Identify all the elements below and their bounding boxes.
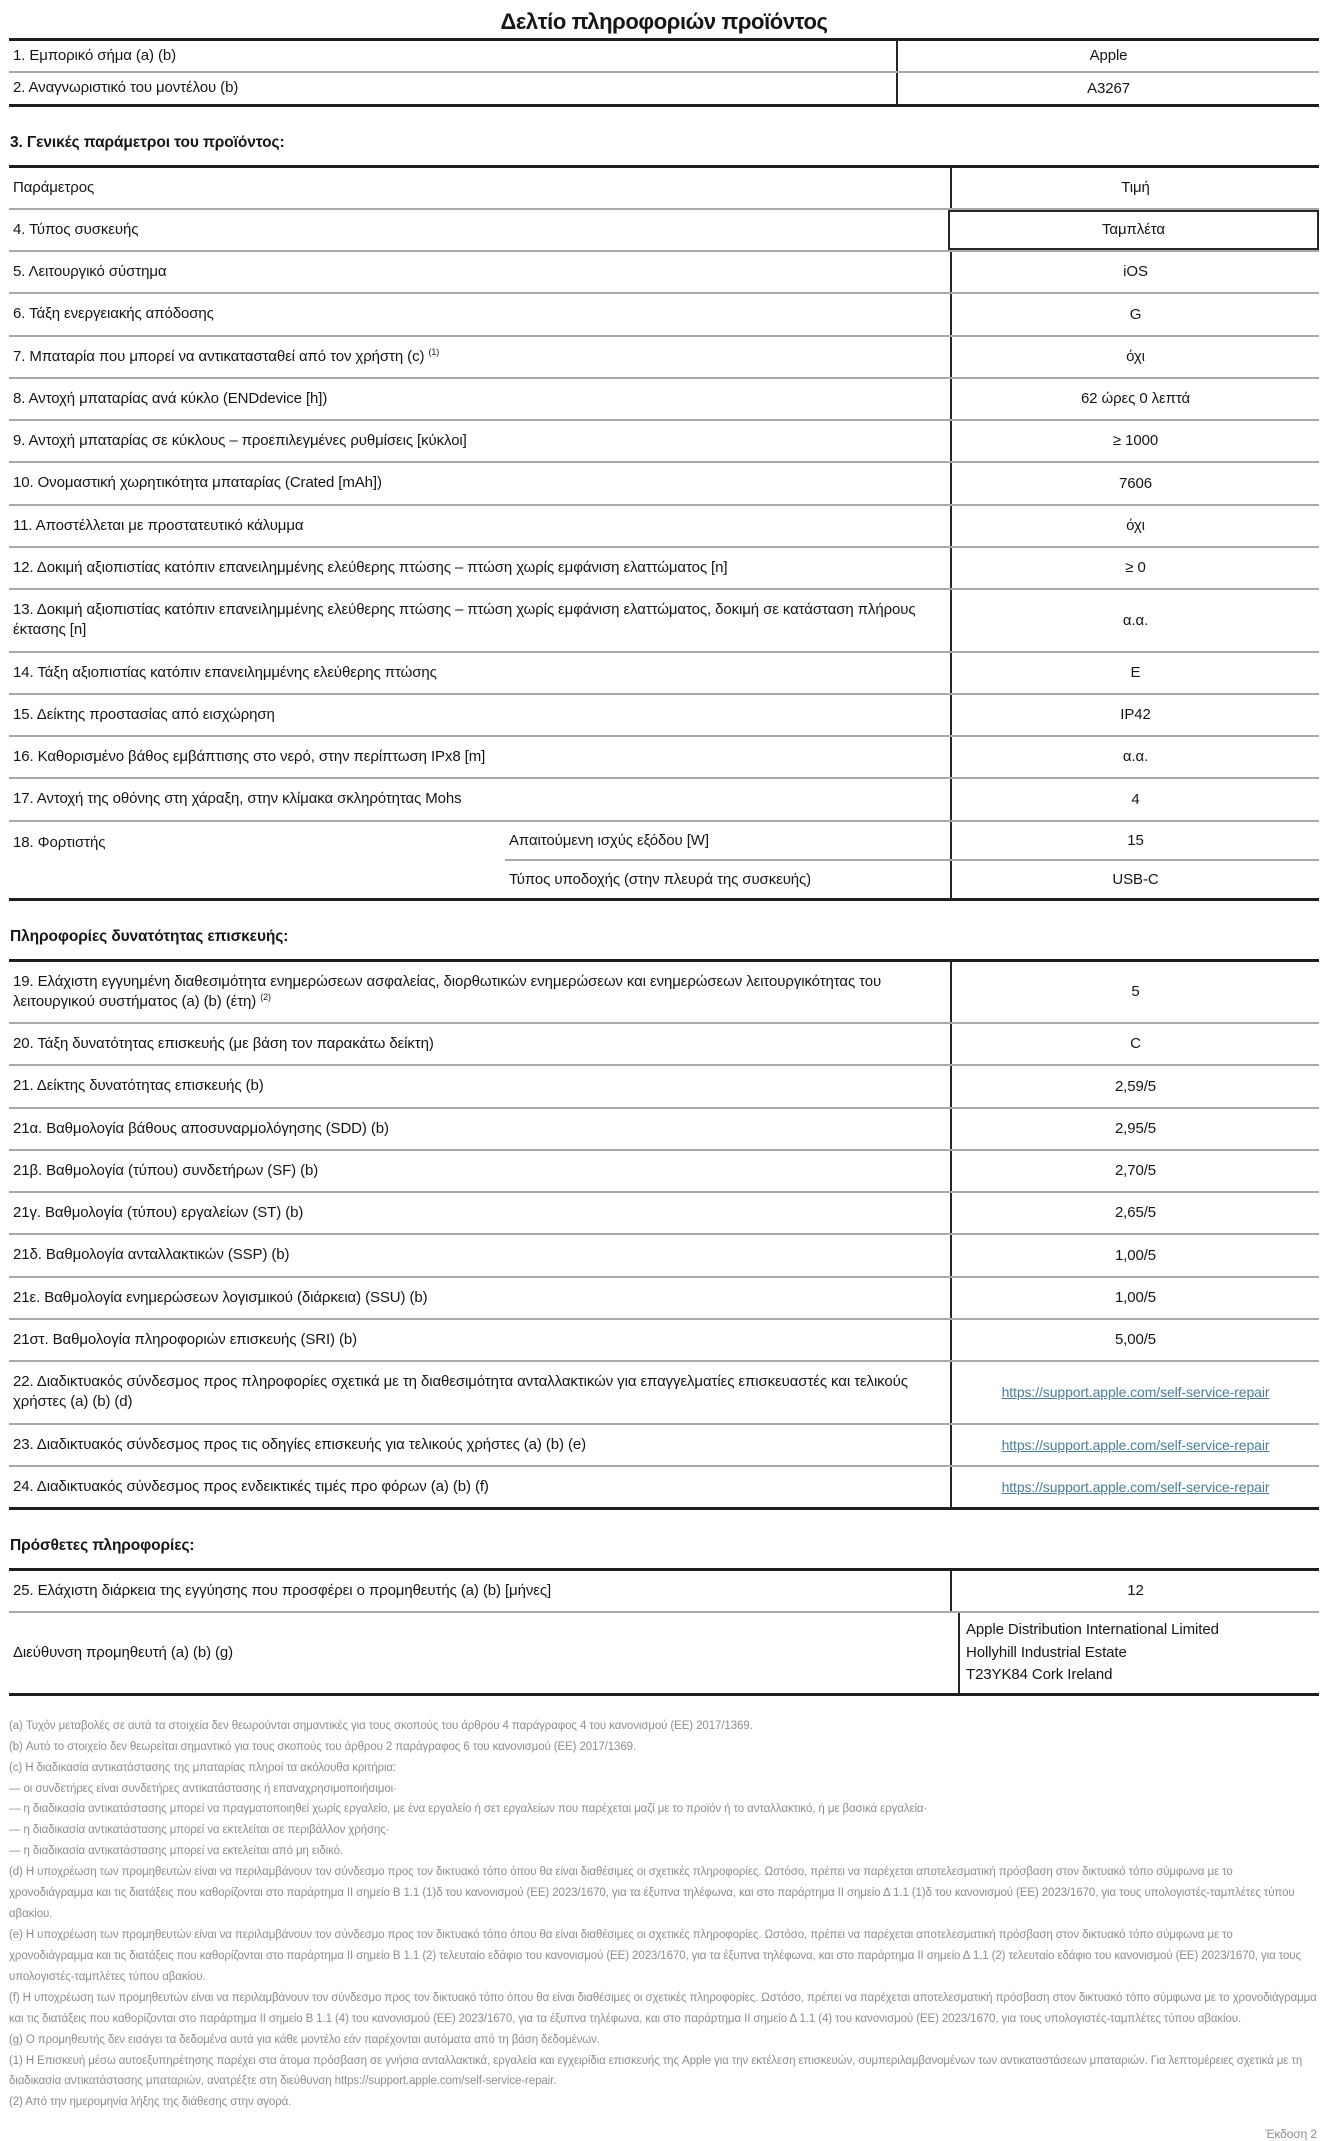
table-row bbox=[9, 1423, 1319, 1465]
row-label: 21α. Βαθμολογία βάθους αποσυναρμολόγησης (SDD) (b) bbox=[13, 1119, 389, 1137]
row-label-charger: 18. Φορτιστής bbox=[13, 833, 106, 851]
row-value: iOS bbox=[950, 252, 1319, 292]
table-row bbox=[9, 1276, 1319, 1318]
row-label: 13. Δοκιμή αξιοπιστίας κατόπιν επανειλημμένης ελεύθερης πτώσης – πτώση χωρίς εμφάνιση ελαττώματος, δοκιμή σε κατάσταση πλήρους έκτασης [n] bbox=[13, 601, 916, 639]
footnote-criterion: — οι συνδετήρες είναι συνδετήρες αντικατάστασης ή επαναχρησιμοποιήσιμοι· bbox=[9, 1782, 397, 1795]
supplier-address-row bbox=[9, 1611, 1319, 1693]
table-row bbox=[9, 735, 1319, 777]
row-value: 12 bbox=[950, 1571, 1319, 1611]
table-row bbox=[9, 1149, 1319, 1191]
column-header-value: Τιμή bbox=[950, 168, 1319, 208]
row-value: ≥ 1000 bbox=[950, 421, 1319, 461]
subrow-value: 15 bbox=[950, 822, 1319, 859]
table-row bbox=[9, 1107, 1319, 1149]
footnote: (a) Τυχόν μεταβολές σε αυτά τα στοιχεία δεν θεωρούνται σημαντικές για τους σκοπούς του άρθρου 4 παράγραφος 4 του κανονισμού (ΕΕ) 2017/1369. bbox=[9, 1719, 753, 1732]
row-label: 6. Τάξη ενεργειακής απόδοσης bbox=[13, 305, 214, 323]
row-value-link bbox=[950, 1362, 1319, 1423]
table-row bbox=[9, 777, 1319, 819]
row-label: 21. Δείκτης δυνατότητας επισκευής (b) bbox=[13, 1077, 264, 1095]
footnotes-block bbox=[9, 1716, 1319, 2114]
row-label: 7. Μπαταρία που μπορεί να αντικατασταθεί από τον χρήστη (c) $^{(1)}$ bbox=[13, 346, 440, 365]
row-label: 15. Δείκτης προστασίας από εισχώρηση bbox=[13, 705, 275, 723]
row-value: 5 bbox=[950, 962, 1319, 1023]
section-heading-general: 3. Γενικές παράμετροι του προϊόντος: bbox=[10, 133, 285, 151]
supplier-address-line: T23YK84 Cork Ireland bbox=[966, 1666, 1113, 1684]
row-label: 1. Εμπορικό σήμα (a) (b) bbox=[13, 47, 177, 64]
table-row bbox=[9, 504, 1319, 546]
row-value: 2,59/5 bbox=[950, 1066, 1319, 1106]
footnote: (2) Από την ημερομηνία λήξης της διάθεσης στην αγορά. bbox=[9, 2096, 292, 2109]
section-heading-repairability: Πληροφορίες δυνατότητας επισκευής: bbox=[10, 927, 289, 945]
table-row bbox=[9, 461, 1319, 503]
table-row bbox=[9, 419, 1319, 461]
row-label: 5. Λειτουργικό σύστημα bbox=[13, 263, 167, 280]
brand-model-table bbox=[9, 38, 1319, 107]
row-label: Διεύθυνση προμηθευτή (a) (b) (g) bbox=[13, 1643, 234, 1661]
row-value: όχι bbox=[950, 506, 1319, 546]
subrow-label: Απαιτούμενη ισχύς εξόδου [W] bbox=[509, 831, 709, 849]
indicative-prices-link[interactable]: https://support.apple.com/self-service-repair bbox=[1001, 1478, 1270, 1495]
row-label: 21β. Βαθμολογία (τύπου) συνδετήρων (SF) (b) bbox=[13, 1161, 319, 1179]
footnote-ref-1: (1) bbox=[428, 346, 440, 357]
row-label: 21ε. Βαθμολογία ενημερώσεων λογισμικού (διάρκεια) (SSU) (b) bbox=[13, 1288, 428, 1306]
footnote-criterion: — η διαδικασία αντικατάστασης μπορεί να εκτελείται σε περιβάλλον χρήσης· bbox=[9, 1824, 390, 1837]
table-row bbox=[9, 1318, 1319, 1360]
row-value: C bbox=[950, 1024, 1319, 1064]
table-row bbox=[9, 335, 1319, 377]
row-label: 14. Τάξη αξιοπιστίας κατόπιν επανειλημμένης ελεύθερης πτώσης bbox=[13, 663, 437, 681]
footnote: (1) Η Επισκευή μέσω αυτοεξυπηρέτησης παρέχει στα άτομα πρόσβαση σε γνήσια ανταλλακτικά, εργαλεία και εγχειρίδια επισκευής της Apple για την εκτέλεση επισκευών, συμπεριλαμβανομένων των αντικαταστάσεων μπαταριών. Για λεπτομέρειες σχετικά με τη διαδικασία αντικατάστασης μπαταριών, ανατρέξτε στη διεύθυνση https://support.apple.com/self-service-repair. bbox=[9, 2054, 1303, 2088]
row-value: E bbox=[950, 653, 1319, 693]
row-value: 5,00/5 bbox=[950, 1320, 1319, 1360]
row-value-link bbox=[950, 1467, 1319, 1507]
row-label: 25. Ελάχιστη διάρκεια της εγγύησης που προσφέρει ο προμηθευτής (a) (b) [μήνες] bbox=[13, 1582, 552, 1599]
row-label: 2. Αναγνωριστικό του μοντέλου (b) bbox=[13, 79, 239, 97]
section-heading-additional: Πρόσθετες πληροφορίες: bbox=[10, 1537, 195, 1554]
table-row bbox=[9, 208, 1319, 250]
row-label: 21γ. Βαθμολογία (τύπου) εργαλείων (ST) (b) bbox=[13, 1204, 304, 1221]
row-value: α.α. bbox=[950, 737, 1319, 777]
charger-subrow bbox=[505, 822, 1319, 859]
product-information-sheet bbox=[0, 9, 1328, 2141]
table-row bbox=[9, 546, 1319, 588]
table-row bbox=[9, 588, 1319, 651]
repair-instructions-link[interactable]: https://support.apple.com/self-service-repair bbox=[1001, 1436, 1270, 1453]
table-row bbox=[9, 1233, 1319, 1275]
table-row bbox=[9, 962, 1319, 1023]
row-value: 4 bbox=[950, 779, 1319, 819]
row-label: 11. Αποστέλλεται με προστατευτικό κάλυμμα bbox=[13, 516, 304, 534]
footnote-criterion: — η διαδικασία αντικατάστασης μπορεί να πραγματοποιηθεί χωρίς εργαλείο, με ένα εργαλείο ή σετ εργαλείων που παρέχεται μαζί με το προϊόν ή το ανταλλακτικό, ή με βασικά εργαλεία· bbox=[9, 1803, 928, 1816]
table-row bbox=[9, 377, 1319, 419]
row-value: G bbox=[950, 294, 1319, 334]
table-row bbox=[9, 1465, 1319, 1507]
table-row bbox=[9, 1191, 1319, 1233]
table-row bbox=[9, 651, 1319, 693]
row-value: ≥ 0 bbox=[950, 548, 1319, 588]
table-row bbox=[9, 1064, 1319, 1106]
footnote: (d) Η υποχρέωση των προμηθευτών είναι να περιλαμβάνουν τον σύνδεσμο προς τον δικτυακό τόπο όπου θα είναι διαθέσιμες οι σχετικές πληροφορίες. Ωστόσο, πρέπει να παρέχεται αποτελεσματική πρόσβαση στον δικτυακό τόπο σύμφωνα με το χρονοδιάγραμμα και τις διατάξεις που καθορίζονται στο παράρτημα ΙΙ σημείο Β 1.1 (1)δ του κανονισμού (ΕΕ) 2023/1670, για τα έξυπνα τηλέφωνα, και στο παράρτημα ΙΙ σημείο Δ 1.1 (1)δ του κανονισμού (ΕΕ) 2023/1670, για τους υπολογιστές-ταμπλέτες τύπου αβακίου. bbox=[9, 1866, 1295, 1921]
table-row bbox=[9, 71, 1319, 103]
table-header-row bbox=[9, 168, 1319, 208]
row-value: IP42 bbox=[950, 695, 1319, 735]
additional-information-table bbox=[9, 1568, 1319, 1696]
footnote-criterion: — η διαδικασία αντικατάστασης μπορεί να εκτελείται από μη ειδικό. bbox=[9, 1845, 344, 1858]
table-row bbox=[9, 41, 1319, 71]
footnote: (b) Αυτό το στοιχείο δεν θεωρείται σημαντικό για τους σκοπούς του άρθρου 2 παράγραφος 6 του κανονισμού (ΕΕ) 2017/1369. bbox=[9, 1740, 637, 1753]
row-value: 2,70/5 bbox=[950, 1151, 1319, 1191]
supplier-address-line: Apple Distribution International Limited bbox=[966, 1621, 1219, 1639]
subrow-value: USB-C bbox=[950, 861, 1319, 898]
row-label: 17. Αντοχή της οθόνης στη χάραξη, στην κλίμακα σκληρότητας Mohs bbox=[13, 790, 462, 808]
row-value: A3267 bbox=[896, 73, 1319, 103]
row-label: 23. Διαδικτυακός σύνδεσμος προς τις οδηγίες επισκευής για τελικούς χρήστες (a) (b) (e) bbox=[13, 1435, 586, 1453]
repairability-table bbox=[9, 959, 1319, 1511]
row-value: 62 ώρες 0 λεπτά bbox=[950, 379, 1319, 419]
row-value: Apple bbox=[896, 41, 1319, 71]
row-value: 1,00/5 bbox=[950, 1278, 1319, 1318]
row-value-link bbox=[950, 1425, 1319, 1465]
table-row bbox=[9, 1360, 1319, 1423]
row-label: 20. Τάξη δυνατότητας επισκευής (με βάση τον παρακάτω δείκτη) bbox=[13, 1035, 434, 1052]
footnote-ref-2: (2) bbox=[260, 991, 271, 1002]
row-value: όχι bbox=[950, 337, 1319, 377]
row-label: 4. Τύπος συσκευής bbox=[13, 220, 139, 238]
row-value-device-type: Ταμπλέτα bbox=[948, 210, 1319, 250]
footnote: (e) Η υποχρέωση των προμηθευτών είναι να περιλαμβάνουν τον σύνδεσμο προς τον δικτυακό τόπο όπου θα είναι διαθέσιμες οι σχετικές πληροφορίες. Ωστόσο, πρέπει να παρέχεται αποτελεσματική πρόσβαση στον δικτυακό τόπο σύμφωνα με το χρονοδιάγραμμα και τις διατάξεις που καθορίζονται στο παράρτημα ΙΙ σημείο Β 1.1 (2) τελευταίο εδάφιο του κανονισμού (ΕΕ) 2023/1670, για τα έξυπνα τηλέφωνα, και στο παράρτημα ΙΙ σημείο Δ 1.1 (2) τελευταίο εδάφιο του κανονισμού (ΕΕ) 2023/1670, για τους υπολογιστές-ταμπλέτες τύπου αβακίου. bbox=[9, 1928, 1301, 1983]
document-version: Έκδοση 2 bbox=[1265, 2127, 1317, 2141]
general-parameters-table bbox=[9, 165, 1319, 901]
row-value: 2,95/5 bbox=[950, 1109, 1319, 1149]
row-label: 9. Αντοχή μπαταρίας σε κύκλους – προεπιλεγμένες ρυθμίσεις [κύκλοι] bbox=[13, 432, 467, 449]
table-row bbox=[9, 693, 1319, 735]
footnote: (c) Η διαδικασία αντικατάστασης της μπαταρίας πληροί τα ακόλουθα κριτήρια: bbox=[9, 1761, 397, 1774]
table-row bbox=[9, 250, 1319, 292]
row-label: 19. Ελάχιστη εγγυημένη διαθεσιμότητα ενημερώσεων ασφαλείας, διορθωτικών ενημερώσεων και ενημερώσεων λειτουργικότητας του λειτουργικού συστήματος (a) (b) (έτη) $^{(2)}$ bbox=[13, 972, 882, 1010]
row-value: α.α. bbox=[950, 590, 1319, 651]
row-label: 21δ. Βαθμολογία ανταλλακτικών (SSP) (b) bbox=[13, 1246, 290, 1264]
row-label: 21στ. Βαθμολογία πληροφοριών επισκευής (SRI) (b) bbox=[13, 1330, 358, 1348]
supplier-address-line: Hollyhill Industrial Estate bbox=[966, 1643, 1127, 1661]
page-title: Δελτίο πληροφοριών προϊόντος bbox=[500, 9, 828, 34]
footnote: (f) Η υποχρέωση των προμηθευτών είναι να περιλαμβάνουν τον σύνδεσμο προς τον δικτυακό τόπο όπου θα είναι διαθέσιμες οι σχετικές πληροφορίες. Ωστόσο, πρέπει να παρέχεται αποτελεσματική πρόσβαση στον δικτυακό τόπο σύμφωνα με το χρονοδιάγραμμα και τις διατάξεις που καθορίζονται στο παράρτημα ΙΙ σημείο Β 1.1 (4) του κανονισμού (ΕΕ) 2023/1670, για τα έξυπνα τηλέφωνα, και στο παράρτημα ΙΙ σημείο Δ 1.1 (4) του κανονισμού (ΕΕ) 2023/1670, για τους υπολογιστές-ταμπλέτες τύπου αβακίου. bbox=[9, 1991, 1317, 2025]
charger-subrow bbox=[505, 859, 1319, 898]
row-value: 2,65/5 bbox=[950, 1193, 1319, 1233]
table-row bbox=[9, 292, 1319, 334]
row-label: 24. Διαδικτυακός σύνδεσμος προς ενδεικτικές τιμές προ φόρων (a) (b) (f) bbox=[13, 1477, 489, 1495]
row-label: 16. Καθορισμένο βάθος εμβάπτισης στο νερό, στην περίπτωση IPx8 [m] bbox=[13, 748, 486, 765]
row-label: 12. Δοκιμή αξιοπιστίας κατόπιν επανειλημμένης ελεύθερης πτώσης – πτώση χωρίς εμφάνιση ελαττώματος [n] bbox=[13, 558, 728, 576]
row-label: 8. Αντοχή μπαταρίας ανά κύκλο (ENDdevice [h]) bbox=[13, 389, 328, 407]
row-value: 1,00/5 bbox=[950, 1235, 1319, 1275]
charger-row bbox=[9, 820, 1319, 898]
footnote: (g) Ο προμηθευτής δεν εισάγει τα δεδομένα αυτά για κάθε μοντέλο εάν παρέχονται αυτόματα από τη βάση δεδομένων. bbox=[9, 2033, 600, 2046]
table-row bbox=[9, 1571, 1319, 1611]
spare-parts-availability-link[interactable]: https://support.apple.com/self-service-repair bbox=[1001, 1384, 1270, 1401]
supplier-address bbox=[958, 1613, 1319, 1693]
row-label: 22. Διαδικτυακός σύνδεσμος προς πληροφορίες σχετικά με τη διαθεσιμότητα ανταλλακτικών για επαγγελματίες επισκευαστές και τελικούς χρήστες (a) (b) (d) bbox=[13, 1373, 908, 1411]
row-value: 7606 bbox=[950, 463, 1319, 503]
charger-subtable bbox=[505, 822, 1319, 898]
subrow-label: Τύπος υποδοχής (στην πλευρά της συσκευής) bbox=[509, 870, 812, 888]
column-header-parameter: Παράμετρος bbox=[13, 178, 95, 196]
row-label: 10. Ονομαστική χωρητικότητα μπαταρίας (Crated [mAh]) bbox=[13, 474, 382, 492]
table-row bbox=[9, 1022, 1319, 1064]
